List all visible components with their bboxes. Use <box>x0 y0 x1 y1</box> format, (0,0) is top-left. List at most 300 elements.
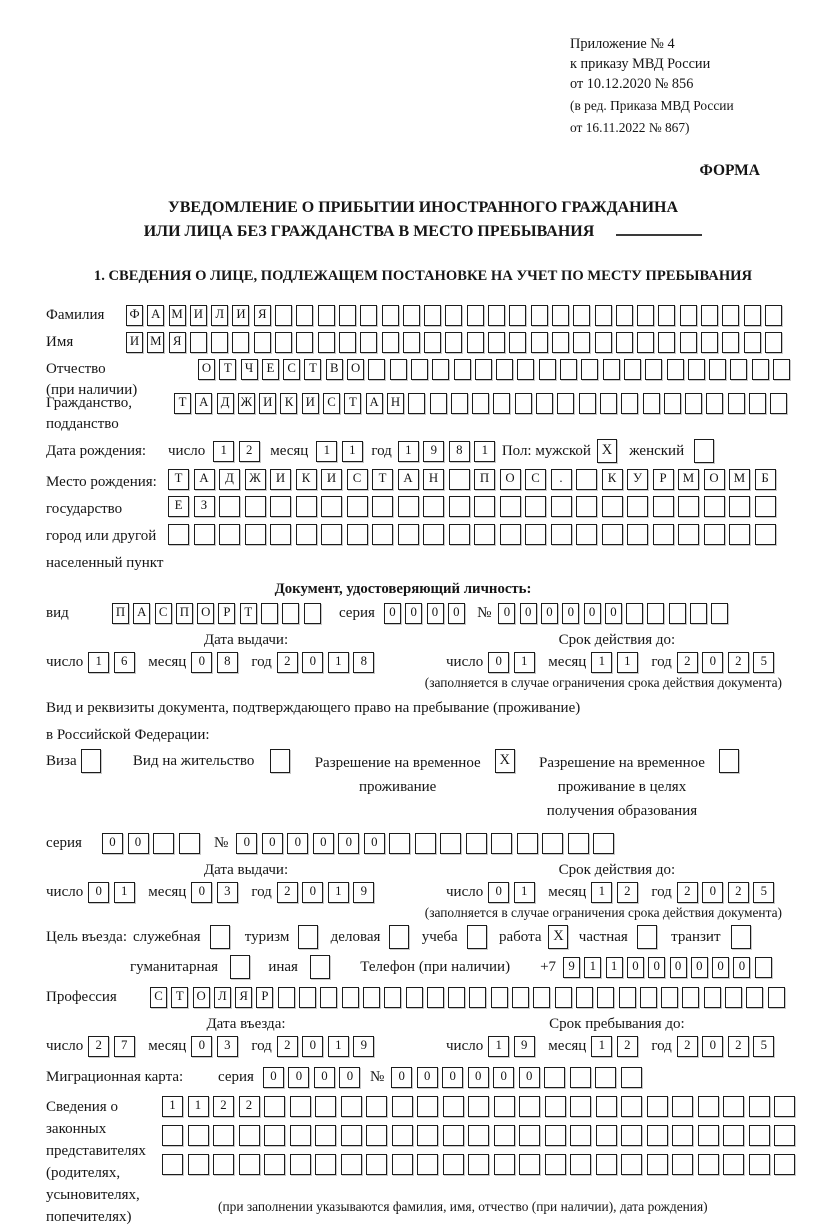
char-box[interactable] <box>680 305 697 326</box>
char-box[interactable] <box>318 305 335 326</box>
stay-year[interactable] <box>677 1036 779 1057</box>
char-box[interactable] <box>162 1154 183 1175</box>
char-box[interactable] <box>698 1096 719 1117</box>
char-box[interactable]: Л <box>214 987 231 1008</box>
char-box[interactable] <box>296 496 317 517</box>
char-box[interactable]: 2 <box>239 1096 260 1117</box>
char-box[interactable]: М <box>729 469 750 490</box>
char-box[interactable]: 0 <box>302 1036 323 1057</box>
checkbox-temp-residence-edu[interactable] <box>719 749 743 773</box>
char-box[interactable]: И <box>259 393 276 414</box>
char-box[interactable] <box>552 332 569 353</box>
char-box[interactable]: О <box>704 469 725 490</box>
checkbox-study[interactable] <box>467 925 491 949</box>
char-box[interactable] <box>749 1125 770 1146</box>
char-box[interactable]: И <box>190 305 207 326</box>
char-box[interactable] <box>494 1154 515 1175</box>
char-box[interactable]: 2 <box>239 441 260 462</box>
stay-day[interactable] <box>488 1036 539 1057</box>
char-box[interactable] <box>366 1125 387 1146</box>
char-box[interactable] <box>239 1125 260 1146</box>
char-box[interactable] <box>168 524 189 545</box>
phone-boxes[interactable] <box>563 957 776 978</box>
char-box[interactable]: 2 <box>677 882 698 903</box>
char-box[interactable] <box>672 1096 693 1117</box>
char-box[interactable] <box>347 496 368 517</box>
char-box[interactable] <box>658 305 675 326</box>
char-box[interactable] <box>704 496 725 517</box>
residence-issue-month[interactable] <box>191 882 242 903</box>
char-box[interactable] <box>624 359 641 380</box>
char-box[interactable]: 9 <box>353 882 374 903</box>
char-box[interactable]: 9 <box>514 1036 535 1057</box>
char-box[interactable] <box>551 524 572 545</box>
entry-day[interactable] <box>88 1036 139 1057</box>
char-box[interactable] <box>230 955 250 979</box>
char-box[interactable]: И <box>232 305 249 326</box>
char-box[interactable] <box>755 524 776 545</box>
char-box[interactable] <box>245 496 266 517</box>
char-box[interactable] <box>519 1125 540 1146</box>
char-box[interactable] <box>576 524 597 545</box>
char-box[interactable] <box>709 359 726 380</box>
char-box[interactable]: Р <box>653 469 674 490</box>
char-box[interactable] <box>403 332 420 353</box>
char-box[interactable] <box>645 359 662 380</box>
char-box[interactable]: 2 <box>617 1036 638 1057</box>
char-box[interactable]: С <box>347 469 368 490</box>
birth-day-boxes[interactable] <box>213 441 264 462</box>
char-box[interactable] <box>542 833 563 854</box>
char-box[interactable] <box>372 524 393 545</box>
char-box[interactable]: 1 <box>398 441 419 462</box>
checkbox-other[interactable] <box>310 955 334 979</box>
char-box[interactable] <box>290 1096 311 1117</box>
char-box[interactable] <box>667 359 684 380</box>
char-box[interactable] <box>545 1154 566 1175</box>
char-box[interactable] <box>264 1125 285 1146</box>
char-box[interactable]: 0 <box>648 957 665 978</box>
birth-year-boxes[interactable] <box>398 441 500 462</box>
char-box[interactable] <box>424 332 441 353</box>
char-box[interactable]: И <box>126 332 143 353</box>
char-box[interactable]: Е <box>262 359 279 380</box>
char-box[interactable] <box>372 496 393 517</box>
char-box[interactable]: 0 <box>702 882 723 903</box>
char-box[interactable] <box>774 1125 795 1146</box>
char-box[interactable] <box>647 1154 668 1175</box>
char-box[interactable] <box>555 987 572 1008</box>
char-box[interactable] <box>570 1096 591 1117</box>
char-box[interactable] <box>704 524 725 545</box>
char-box[interactable]: Т <box>171 987 188 1008</box>
char-box[interactable] <box>711 603 728 624</box>
char-box[interactable] <box>749 393 766 414</box>
char-box[interactable] <box>321 496 342 517</box>
char-box[interactable] <box>448 987 465 1008</box>
char-box[interactable] <box>320 987 337 1008</box>
char-box[interactable] <box>597 987 614 1008</box>
char-box[interactable]: И <box>302 393 319 414</box>
char-box[interactable] <box>593 833 614 854</box>
char-box[interactable]: 0 <box>448 603 465 624</box>
char-box[interactable] <box>765 332 782 353</box>
char-box[interactable] <box>245 524 266 545</box>
residence-series-boxes[interactable] <box>102 833 204 854</box>
char-box[interactable] <box>384 987 401 1008</box>
char-box[interactable] <box>491 987 508 1008</box>
char-box[interactable] <box>621 1154 642 1175</box>
char-box[interactable]: 9 <box>353 1036 374 1057</box>
char-box[interactable] <box>411 359 428 380</box>
char-box[interactable]: 2 <box>728 652 749 673</box>
char-box[interactable]: Я <box>235 987 252 1008</box>
char-box[interactable] <box>570 1154 591 1175</box>
char-box[interactable]: 0 <box>584 603 601 624</box>
id-expiry-month[interactable] <box>591 652 642 673</box>
char-box[interactable] <box>469 987 486 1008</box>
char-box[interactable] <box>475 359 492 380</box>
char-box[interactable] <box>688 359 705 380</box>
char-box[interactable] <box>773 359 790 380</box>
char-box[interactable] <box>406 987 423 1008</box>
char-box[interactable] <box>454 359 471 380</box>
char-box[interactable] <box>570 1067 591 1088</box>
char-box[interactable]: О <box>197 603 214 624</box>
char-box[interactable]: 1 <box>591 652 612 673</box>
char-box[interactable] <box>390 359 407 380</box>
char-box[interactable] <box>360 332 377 353</box>
char-box[interactable] <box>440 833 461 854</box>
char-box[interactable] <box>525 496 546 517</box>
char-box[interactable] <box>468 1154 489 1175</box>
char-box[interactable]: 3 <box>217 882 238 903</box>
char-box[interactable] <box>647 1125 668 1146</box>
char-box[interactable] <box>596 1096 617 1117</box>
migration-series-boxes[interactable] <box>263 1067 365 1088</box>
char-box[interactable]: 1 <box>514 882 535 903</box>
char-box[interactable] <box>678 496 699 517</box>
char-box[interactable] <box>467 925 487 949</box>
char-box[interactable] <box>730 359 747 380</box>
char-box[interactable]: Т <box>304 359 321 380</box>
char-box[interactable] <box>672 1154 693 1175</box>
char-box[interactable] <box>706 393 723 414</box>
char-box[interactable]: 2 <box>728 1036 749 1057</box>
char-box[interactable]: 1 <box>88 652 109 673</box>
char-box[interactable] <box>573 332 590 353</box>
char-box[interactable] <box>533 987 550 1008</box>
char-box[interactable]: 2 <box>728 882 749 903</box>
char-box[interactable] <box>557 393 574 414</box>
char-box[interactable] <box>596 1154 617 1175</box>
char-box[interactable]: С <box>155 603 172 624</box>
char-box[interactable]: 2 <box>213 1096 234 1117</box>
firstname-boxes[interactable] <box>126 332 786 353</box>
char-box[interactable] <box>637 332 654 353</box>
char-box[interactable] <box>443 1125 464 1146</box>
char-box[interactable] <box>304 603 321 624</box>
char-box[interactable] <box>445 332 462 353</box>
char-box[interactable] <box>685 393 702 414</box>
char-box[interactable]: 0 <box>493 1067 514 1088</box>
char-box[interactable] <box>560 359 577 380</box>
char-box[interactable] <box>531 332 548 353</box>
char-box[interactable]: 7 <box>114 1036 135 1057</box>
char-box[interactable] <box>595 305 612 326</box>
id-issue-year[interactable] <box>277 652 379 673</box>
char-box[interactable] <box>339 332 356 353</box>
char-box[interactable] <box>616 305 633 326</box>
char-box[interactable] <box>275 305 292 326</box>
char-box[interactable] <box>512 987 529 1008</box>
char-box[interactable]: Н <box>387 393 404 414</box>
char-box[interactable]: Н <box>423 469 444 490</box>
char-box[interactable] <box>653 524 674 545</box>
char-box[interactable]: 1 <box>474 441 495 462</box>
birthplace-row3[interactable] <box>168 524 780 545</box>
char-box[interactable] <box>509 332 526 353</box>
id-expiry-year[interactable] <box>677 652 779 673</box>
migration-number-boxes[interactable] <box>391 1067 646 1088</box>
id-issue-day[interactable] <box>88 652 139 673</box>
char-box[interactable] <box>298 925 318 949</box>
char-box[interactable]: О <box>198 359 215 380</box>
profession-boxes[interactable] <box>150 987 789 1008</box>
char-box[interactable]: Т <box>168 469 189 490</box>
birth-month-boxes[interactable] <box>316 441 367 462</box>
char-box[interactable] <box>210 925 230 949</box>
residence-expiry-year[interactable] <box>677 882 779 903</box>
char-box[interactable] <box>576 469 597 490</box>
char-box[interactable] <box>472 393 489 414</box>
char-box[interactable] <box>551 496 572 517</box>
char-box[interactable] <box>600 393 617 414</box>
char-box[interactable]: Т <box>240 603 257 624</box>
char-box[interactable] <box>552 305 569 326</box>
char-box[interactable] <box>264 1096 285 1117</box>
char-box[interactable] <box>774 1154 795 1175</box>
char-box[interactable]: О <box>500 469 521 490</box>
char-box[interactable] <box>392 1154 413 1175</box>
char-box[interactable]: С <box>525 469 546 490</box>
char-box[interactable] <box>81 749 101 773</box>
char-box[interactable] <box>570 1125 591 1146</box>
char-box[interactable]: 5 <box>753 882 774 903</box>
char-box[interactable]: В <box>326 359 343 380</box>
char-box[interactable]: У <box>627 469 648 490</box>
char-box[interactable]: 6 <box>114 652 135 673</box>
char-box[interactable]: А <box>195 393 212 414</box>
char-box[interactable] <box>415 833 436 854</box>
checkbox-business[interactable] <box>389 925 413 949</box>
char-box[interactable] <box>342 987 359 1008</box>
char-box[interactable]: 1 <box>617 652 638 673</box>
char-box[interactable] <box>368 359 385 380</box>
char-box[interactable] <box>296 305 313 326</box>
char-box[interactable]: 1 <box>342 441 363 462</box>
char-box[interactable] <box>579 393 596 414</box>
char-box[interactable] <box>392 1125 413 1146</box>
checkbox-official[interactable] <box>210 925 234 949</box>
char-box[interactable]: Т <box>174 393 191 414</box>
char-box[interactable] <box>637 925 657 949</box>
char-box[interactable] <box>423 524 444 545</box>
char-box[interactable]: 0 <box>288 1067 309 1088</box>
char-box[interactable] <box>525 524 546 545</box>
char-box[interactable] <box>774 1096 795 1117</box>
char-box[interactable] <box>347 524 368 545</box>
char-box[interactable] <box>627 496 648 517</box>
char-box[interactable] <box>417 1125 438 1146</box>
char-box[interactable] <box>731 925 751 949</box>
char-box[interactable]: 0 <box>520 603 537 624</box>
char-box[interactable]: С <box>283 359 300 380</box>
char-box[interactable]: Ж <box>245 469 266 490</box>
char-box[interactable] <box>647 1096 668 1117</box>
char-box[interactable]: К <box>280 393 297 414</box>
char-box[interactable] <box>749 1154 770 1175</box>
char-box[interactable] <box>321 524 342 545</box>
char-box[interactable]: 0 <box>262 833 283 854</box>
char-box[interactable]: 1 <box>316 441 337 462</box>
char-box[interactable]: 0 <box>191 882 212 903</box>
char-box[interactable] <box>536 393 553 414</box>
char-box[interactable]: 8 <box>217 652 238 673</box>
char-box[interactable]: 0 <box>627 957 644 978</box>
char-box[interactable]: 0 <box>488 652 509 673</box>
char-box[interactable]: Т <box>372 469 393 490</box>
char-box[interactable]: 0 <box>314 1067 335 1088</box>
char-box[interactable] <box>723 1154 744 1175</box>
char-box[interactable] <box>603 359 620 380</box>
checkbox-male[interactable] <box>597 439 621 463</box>
char-box[interactable] <box>290 1125 311 1146</box>
id-issue-month[interactable] <box>191 652 242 673</box>
char-box[interactable]: 0 <box>733 957 750 978</box>
char-box[interactable]: С <box>150 987 167 1008</box>
char-box[interactable] <box>341 1154 362 1175</box>
char-box[interactable]: X <box>597 439 617 463</box>
char-box[interactable]: Е <box>168 496 189 517</box>
char-box[interactable] <box>219 496 240 517</box>
char-box[interactable] <box>430 393 447 414</box>
char-box[interactable] <box>643 393 660 414</box>
char-box[interactable] <box>299 987 316 1008</box>
char-box[interactable] <box>194 524 215 545</box>
char-box[interactable]: 0 <box>88 882 109 903</box>
char-box[interactable]: 5 <box>753 1036 774 1057</box>
char-box[interactable] <box>698 1125 719 1146</box>
char-box[interactable] <box>270 749 290 773</box>
checkbox-transit[interactable] <box>731 925 755 949</box>
char-box[interactable]: 2 <box>277 882 298 903</box>
char-box[interactable] <box>494 1096 515 1117</box>
char-box[interactable]: П <box>474 469 495 490</box>
char-box[interactable]: 1 <box>514 652 535 673</box>
char-box[interactable]: И <box>270 469 291 490</box>
char-box[interactable]: Т <box>219 359 236 380</box>
citizenship-boxes[interactable] <box>174 393 792 414</box>
char-box[interactable]: М <box>169 305 186 326</box>
char-box[interactable] <box>500 524 521 545</box>
char-box[interactable] <box>680 332 697 353</box>
char-box[interactable] <box>341 1096 362 1117</box>
char-box[interactable] <box>701 305 718 326</box>
birthplace-row1[interactable] <box>168 469 780 490</box>
id-number-boxes[interactable] <box>498 603 732 624</box>
char-box[interactable] <box>576 987 593 1008</box>
representatives-row3[interactable] <box>162 1154 800 1175</box>
char-box[interactable] <box>517 359 534 380</box>
char-box[interactable] <box>722 332 739 353</box>
char-box[interactable] <box>449 496 470 517</box>
char-box[interactable] <box>468 1096 489 1117</box>
char-box[interactable]: 2 <box>677 652 698 673</box>
char-box[interactable]: 0 <box>339 1067 360 1088</box>
char-box[interactable]: 2 <box>277 652 298 673</box>
char-box[interactable]: 9 <box>563 957 580 978</box>
char-box[interactable]: А <box>366 393 383 414</box>
form-number-blank[interactable] <box>616 221 702 236</box>
char-box[interactable] <box>653 496 674 517</box>
char-box[interactable] <box>770 393 787 414</box>
char-box[interactable]: О <box>347 359 364 380</box>
char-box[interactable]: 1 <box>162 1096 183 1117</box>
char-box[interactable] <box>678 524 699 545</box>
char-box[interactable]: А <box>194 469 215 490</box>
char-box[interactable]: 0 <box>702 652 723 673</box>
residence-expiry-day[interactable] <box>488 882 539 903</box>
char-box[interactable]: Я <box>169 332 186 353</box>
char-box[interactable]: 0 <box>405 603 422 624</box>
char-box[interactable] <box>275 332 292 353</box>
char-box[interactable]: К <box>296 469 317 490</box>
char-box[interactable] <box>408 393 425 414</box>
char-box[interactable] <box>261 603 278 624</box>
char-box[interactable]: М <box>147 332 164 353</box>
char-box[interactable] <box>621 1067 642 1088</box>
id-series-boxes[interactable] <box>384 603 469 624</box>
char-box[interactable]: П <box>176 603 193 624</box>
char-box[interactable] <box>640 987 657 1008</box>
char-box[interactable] <box>755 496 776 517</box>
char-box[interactable] <box>239 1154 260 1175</box>
char-box[interactable] <box>451 393 468 414</box>
char-box[interactable]: 0 <box>498 603 515 624</box>
char-box[interactable]: 0 <box>313 833 334 854</box>
char-box[interactable] <box>690 603 707 624</box>
char-box[interactable]: 2 <box>277 1036 298 1057</box>
char-box[interactable]: 8 <box>353 652 374 673</box>
entry-year[interactable] <box>277 1036 379 1057</box>
char-box[interactable]: Ч <box>241 359 258 380</box>
char-box[interactable] <box>466 833 487 854</box>
char-box[interactable]: 0 <box>712 957 729 978</box>
checkbox-visa[interactable] <box>81 749 105 773</box>
char-box[interactable]: 0 <box>364 833 385 854</box>
char-box[interactable]: 1 <box>328 652 349 673</box>
char-box[interactable]: А <box>133 603 150 624</box>
residence-expiry-month[interactable] <box>591 882 642 903</box>
char-box[interactable]: К <box>602 469 623 490</box>
char-box[interactable] <box>704 987 721 1008</box>
char-box[interactable] <box>398 524 419 545</box>
char-box[interactable]: 0 <box>442 1067 463 1088</box>
char-box[interactable] <box>382 332 399 353</box>
char-box[interactable] <box>752 359 769 380</box>
char-box[interactable] <box>519 1154 540 1175</box>
